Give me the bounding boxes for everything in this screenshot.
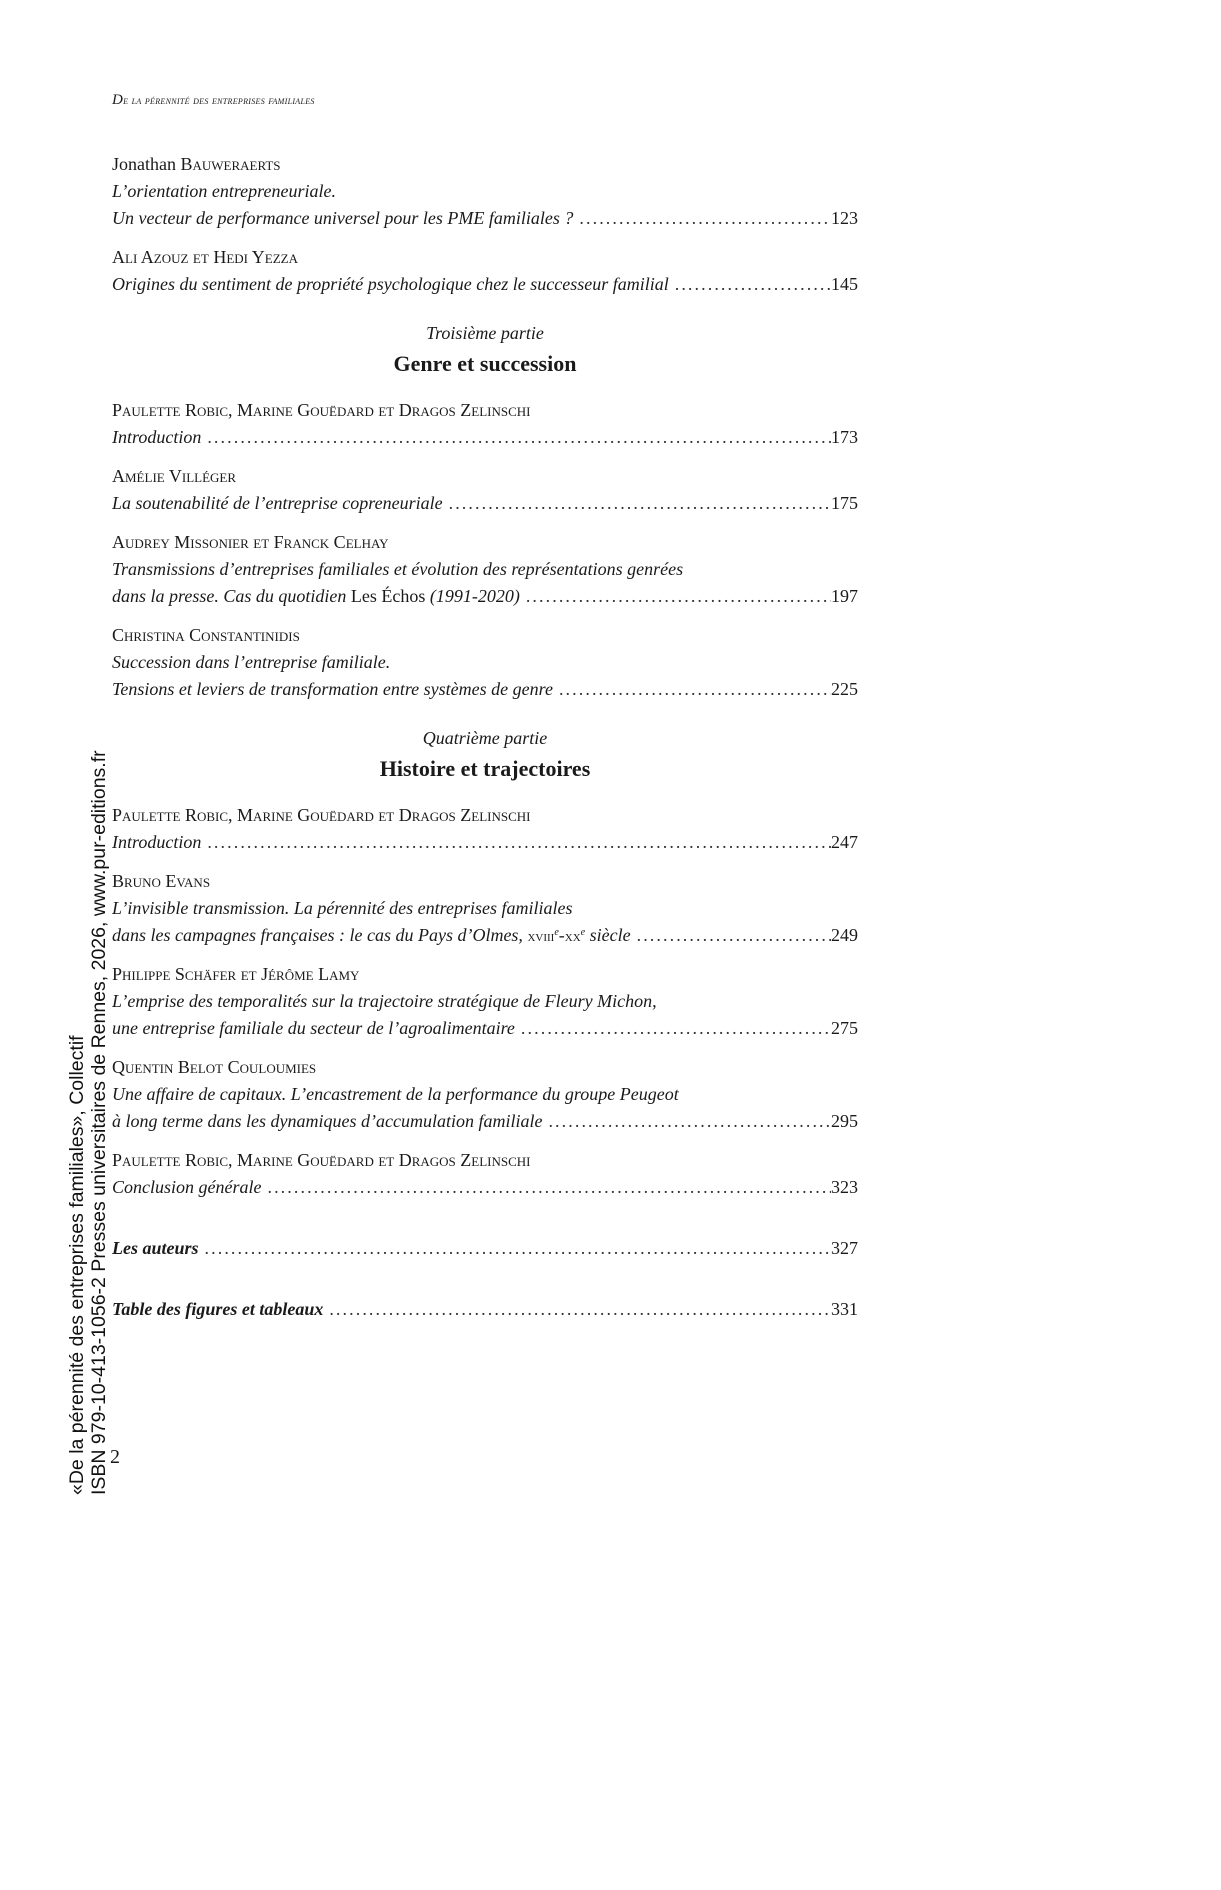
running-header bbox=[112, 92, 315, 109]
dot-leader bbox=[542, 1108, 831, 1135]
entry-title-final: Introduction . . . 247 bbox=[112, 829, 858, 856]
entry-title-final: une entreprise familiale du secteur de l’agroalimentaire . . . 275 bbox=[112, 1015, 858, 1042]
dot-leader bbox=[199, 1235, 831, 1262]
dot-leader bbox=[573, 205, 831, 232]
entry-title-final: dans la presse. Cas du quotidien Les Échos (1991-2020) . . . 197 bbox=[112, 583, 858, 610]
entry-title-line: Succession dans l’entreprise familiale. bbox=[112, 652, 391, 672]
running-header-rest: e la pérennité des entreprises familiales bbox=[123, 93, 315, 107]
table-of-contents bbox=[112, 150, 858, 1334]
toc-entry[interactable] bbox=[112, 801, 858, 856]
entry-title-line: Transmissions d’entreprises familiales et évolution des représentations genrées bbox=[112, 559, 684, 579]
toc-entry[interactable] bbox=[112, 462, 858, 517]
entry-author: Philippe Schäfer et Jérôme Lamy bbox=[112, 964, 360, 984]
entry-page-number: 295 bbox=[831, 1111, 858, 1131]
toc-entry[interactable] bbox=[112, 867, 858, 949]
part-title: Histoire et trajectoires bbox=[379, 756, 591, 781]
entry-title-final: Un vecteur de performance universel pour les PME familiales ? . . . 123 bbox=[112, 205, 858, 232]
toc-entry[interactable] bbox=[112, 243, 858, 298]
toc-entry[interactable] bbox=[112, 1053, 858, 1135]
entry-title-line: L’emprise des temporalités sur la trajectoire stratégique de Fleury Michon, bbox=[112, 991, 657, 1011]
entry-title-final: Les auteurs . . . 327 bbox=[112, 1235, 858, 1262]
entry-author: Paulette Robic, Marine Gouëdard et Dragos Zelinschi bbox=[112, 1150, 531, 1170]
entry-author: Paulette Robic, Marine Gouëdard et Dragos Zelinschi bbox=[112, 805, 531, 825]
copyright-sidebar bbox=[66, 750, 110, 1495]
page-number: 2 bbox=[110, 1446, 120, 1468]
entry-title-final: Introduction . . . 173 bbox=[112, 424, 858, 451]
entry-title-final: Table des figures et tableaux . . . 331 bbox=[112, 1296, 858, 1323]
entry-author: Bruno Evans bbox=[112, 871, 211, 891]
entry-title-line: L’orientation entrepreneuriale. bbox=[112, 181, 336, 201]
dot-leader bbox=[443, 490, 831, 517]
dot-leader bbox=[631, 922, 831, 949]
entry-page-number: 175 bbox=[831, 493, 858, 513]
toc-entry[interactable] bbox=[112, 528, 858, 610]
part-label: Troisième partie bbox=[426, 323, 544, 343]
entry-title-line: Une affaire de capitaux. L’encastrement de la performance du groupe Peugeot bbox=[112, 1084, 679, 1104]
toc-entry[interactable] bbox=[112, 150, 858, 232]
part-heading bbox=[112, 725, 858, 787]
toc-entry[interactable] bbox=[112, 960, 858, 1042]
entry-author: Ali Azouz et Hedi Yezza bbox=[112, 247, 299, 267]
entry-author: Quentin Belot Couloumies bbox=[112, 1057, 317, 1077]
entry-author: Audrey Missonier et Franck Celhay bbox=[112, 532, 389, 552]
entry-page-number: 197 bbox=[831, 586, 858, 606]
sidebar-line-title: «De la pérennité des entreprises familiales», Collectif bbox=[66, 1035, 88, 1495]
entry-title-final: La soutenabilité de l’entreprise copreneuriale . . . 175 bbox=[112, 490, 858, 517]
entry-title-final: Origines du sentiment de propriété psychologique chez le successeur familial . . . 145 bbox=[112, 271, 858, 298]
entry-page-number: 249 bbox=[831, 925, 858, 945]
part-heading bbox=[112, 320, 858, 382]
toc-entry-authors[interactable] bbox=[112, 1235, 858, 1262]
toc-entry-figures[interactable] bbox=[112, 1296, 858, 1323]
toc-entry[interactable] bbox=[112, 621, 858, 703]
running-header-initial: D bbox=[112, 92, 124, 108]
entry-author: Jonathan Bauweraerts bbox=[112, 154, 281, 174]
dot-leader bbox=[323, 1296, 831, 1323]
dot-leader bbox=[669, 271, 831, 298]
entry-title-line: L’invisible transmission. La pérennité des entreprises familiales bbox=[112, 898, 573, 918]
entry-page-number: 327 bbox=[831, 1238, 858, 1258]
entry-author: Paulette Robic, Marine Gouëdard et Dragos Zelinschi bbox=[112, 400, 531, 420]
dot-leader bbox=[201, 424, 831, 451]
dot-leader bbox=[201, 829, 831, 856]
part-title: Genre et succession bbox=[393, 351, 577, 376]
sidebar-line-isbn: ISBN 979-10-413-1056-2 Presses universitaires de Rennes, 2026, www.pur-editions.fr bbox=[88, 750, 110, 1495]
dot-leader bbox=[520, 583, 831, 610]
toc-entry[interactable] bbox=[112, 1146, 858, 1201]
entry-title-final: Conclusion générale . . . 323 bbox=[112, 1174, 858, 1201]
entry-page-number: 275 bbox=[831, 1018, 858, 1038]
entry-author: Amélie Villéger bbox=[112, 466, 237, 486]
toc-entry[interactable] bbox=[112, 396, 858, 451]
entry-title-final: dans les campagnes françaises : le cas du Pays d’Olmes, $xviii^e-xx^e$ siècle . . . 249 bbox=[112, 922, 858, 949]
part-label: Quatrième partie bbox=[422, 728, 548, 748]
entry-page-number: 225 bbox=[831, 679, 858, 699]
entry-page-number: 331 bbox=[831, 1299, 858, 1319]
entry-page-number: 247 bbox=[831, 832, 858, 852]
entry-page-number: 173 bbox=[831, 427, 858, 447]
entry-author: Christina Constantinidis bbox=[112, 625, 300, 645]
entry-page-number: 323 bbox=[831, 1177, 858, 1197]
entry-page-number: 123 bbox=[831, 208, 858, 228]
dot-leader bbox=[261, 1174, 831, 1201]
entry-page-number: 145 bbox=[831, 274, 858, 294]
entry-title-final: Tensions et leviers de transformation entre systèmes de genre . . . 225 bbox=[112, 676, 858, 703]
dot-leader bbox=[553, 676, 831, 703]
dot-leader bbox=[515, 1015, 831, 1042]
entry-title-final: à long terme dans les dynamiques d’accumulation familiale . . . 295 bbox=[112, 1108, 858, 1135]
